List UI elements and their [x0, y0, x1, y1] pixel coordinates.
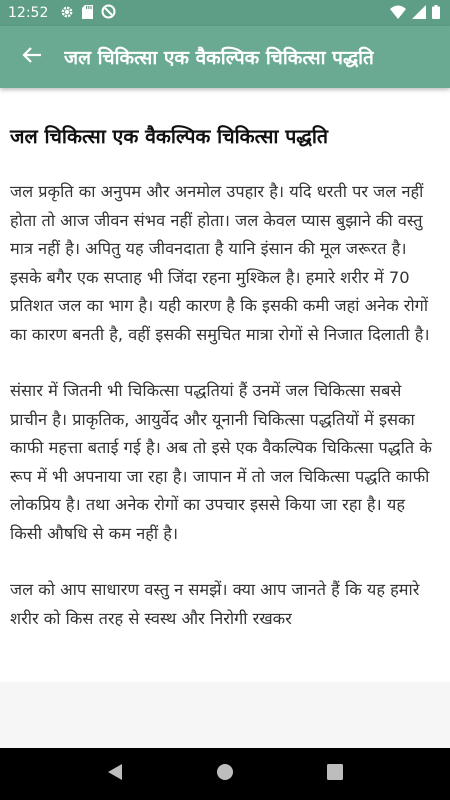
status-bar: [0, 0, 450, 26]
article-content[interactable]: [0, 88, 450, 682]
app-bar: [0, 26, 450, 88]
signal-icon: [412, 4, 426, 23]
system-nav-bar: [0, 748, 450, 800]
arrow-back-icon: [22, 45, 42, 69]
status-time: 12:52: [8, 5, 49, 21]
back-triangle-icon: [107, 763, 123, 785]
back-button[interactable]: [0, 26, 64, 88]
article-title: जल चिकित्सा एक वैकल्पिक चिकित्सा पद्धति: [10, 125, 329, 148]
nav-back-button[interactable]: [95, 754, 135, 794]
article-paragraph-3: जल को आप साधारण वस्तु न समझें। क्या आप जानते हैं कि यह हमारे शरीर को किस तरह से स्वस्थ और निरोगी रखकर: [10, 580, 420, 628]
recents-square-icon: [327, 764, 343, 784]
do-not-disturb-icon: [101, 4, 116, 23]
home-circle-icon: [216, 763, 234, 785]
nav-recents-button[interactable]: [315, 754, 355, 794]
bottom-blank-area: [0, 682, 450, 748]
article-paragraph-1: जल प्रकृति का अनुपम और अनमोल उपहार है। यदि धरती पर जल नहीं होता तो आज जीवन संभव नहीं होता। जल केवल प्यास बुझाने की वस्तु मात्र नहीं है। अपितु यह जीवनदाता है यानि इंसान की मूल जरूरत है। इसके बगैर एक सप्ताह भी जिंदा रहना मुश्किल है। हमारे शरीर में 70 प्रतिशत जल का भाग है। यही कारण है कि इसकी कमी जहां अनेक रोगों का कारण बनती है, वहीं इसकी समुचित मात्रा रोगों से निजात दिलाती है।: [10, 182, 430, 344]
article-paragraph-2: संसार में जितनी भी चिकित्सा पद्धतियां हैं उनमें जल चिकित्सा सबसे प्राचीन है। प्राकृतिक, आयुर्वेद और यूनानी चिकित्सा पद्धतियों में इसका काफी महत्ता बताई गई है। अब तो इसे एक वैकल्पिक चिकित्सा पद्धति के रूप में भी अपनाया जा रहा है। जापान में तो जल चिकित्सा पद्धति काफी लोकप्रिय है। तथा अनेक रोगों का उपचार इससे किया जा रहा है। यह किसी औषधि से कम नहीं है।: [10, 381, 432, 543]
gear-icon: [60, 4, 74, 23]
battery-icon: [432, 4, 440, 23]
app-bar-title: जल चिकित्सा एक वैकल्पिक चिकित्सा पद्धति: [64, 47, 374, 69]
sd-card-icon: [82, 4, 93, 23]
status-icons-right: [390, 4, 440, 23]
status-icons-left: [60, 4, 116, 23]
nav-home-button[interactable]: [205, 754, 245, 794]
wifi-icon: [390, 4, 406, 23]
